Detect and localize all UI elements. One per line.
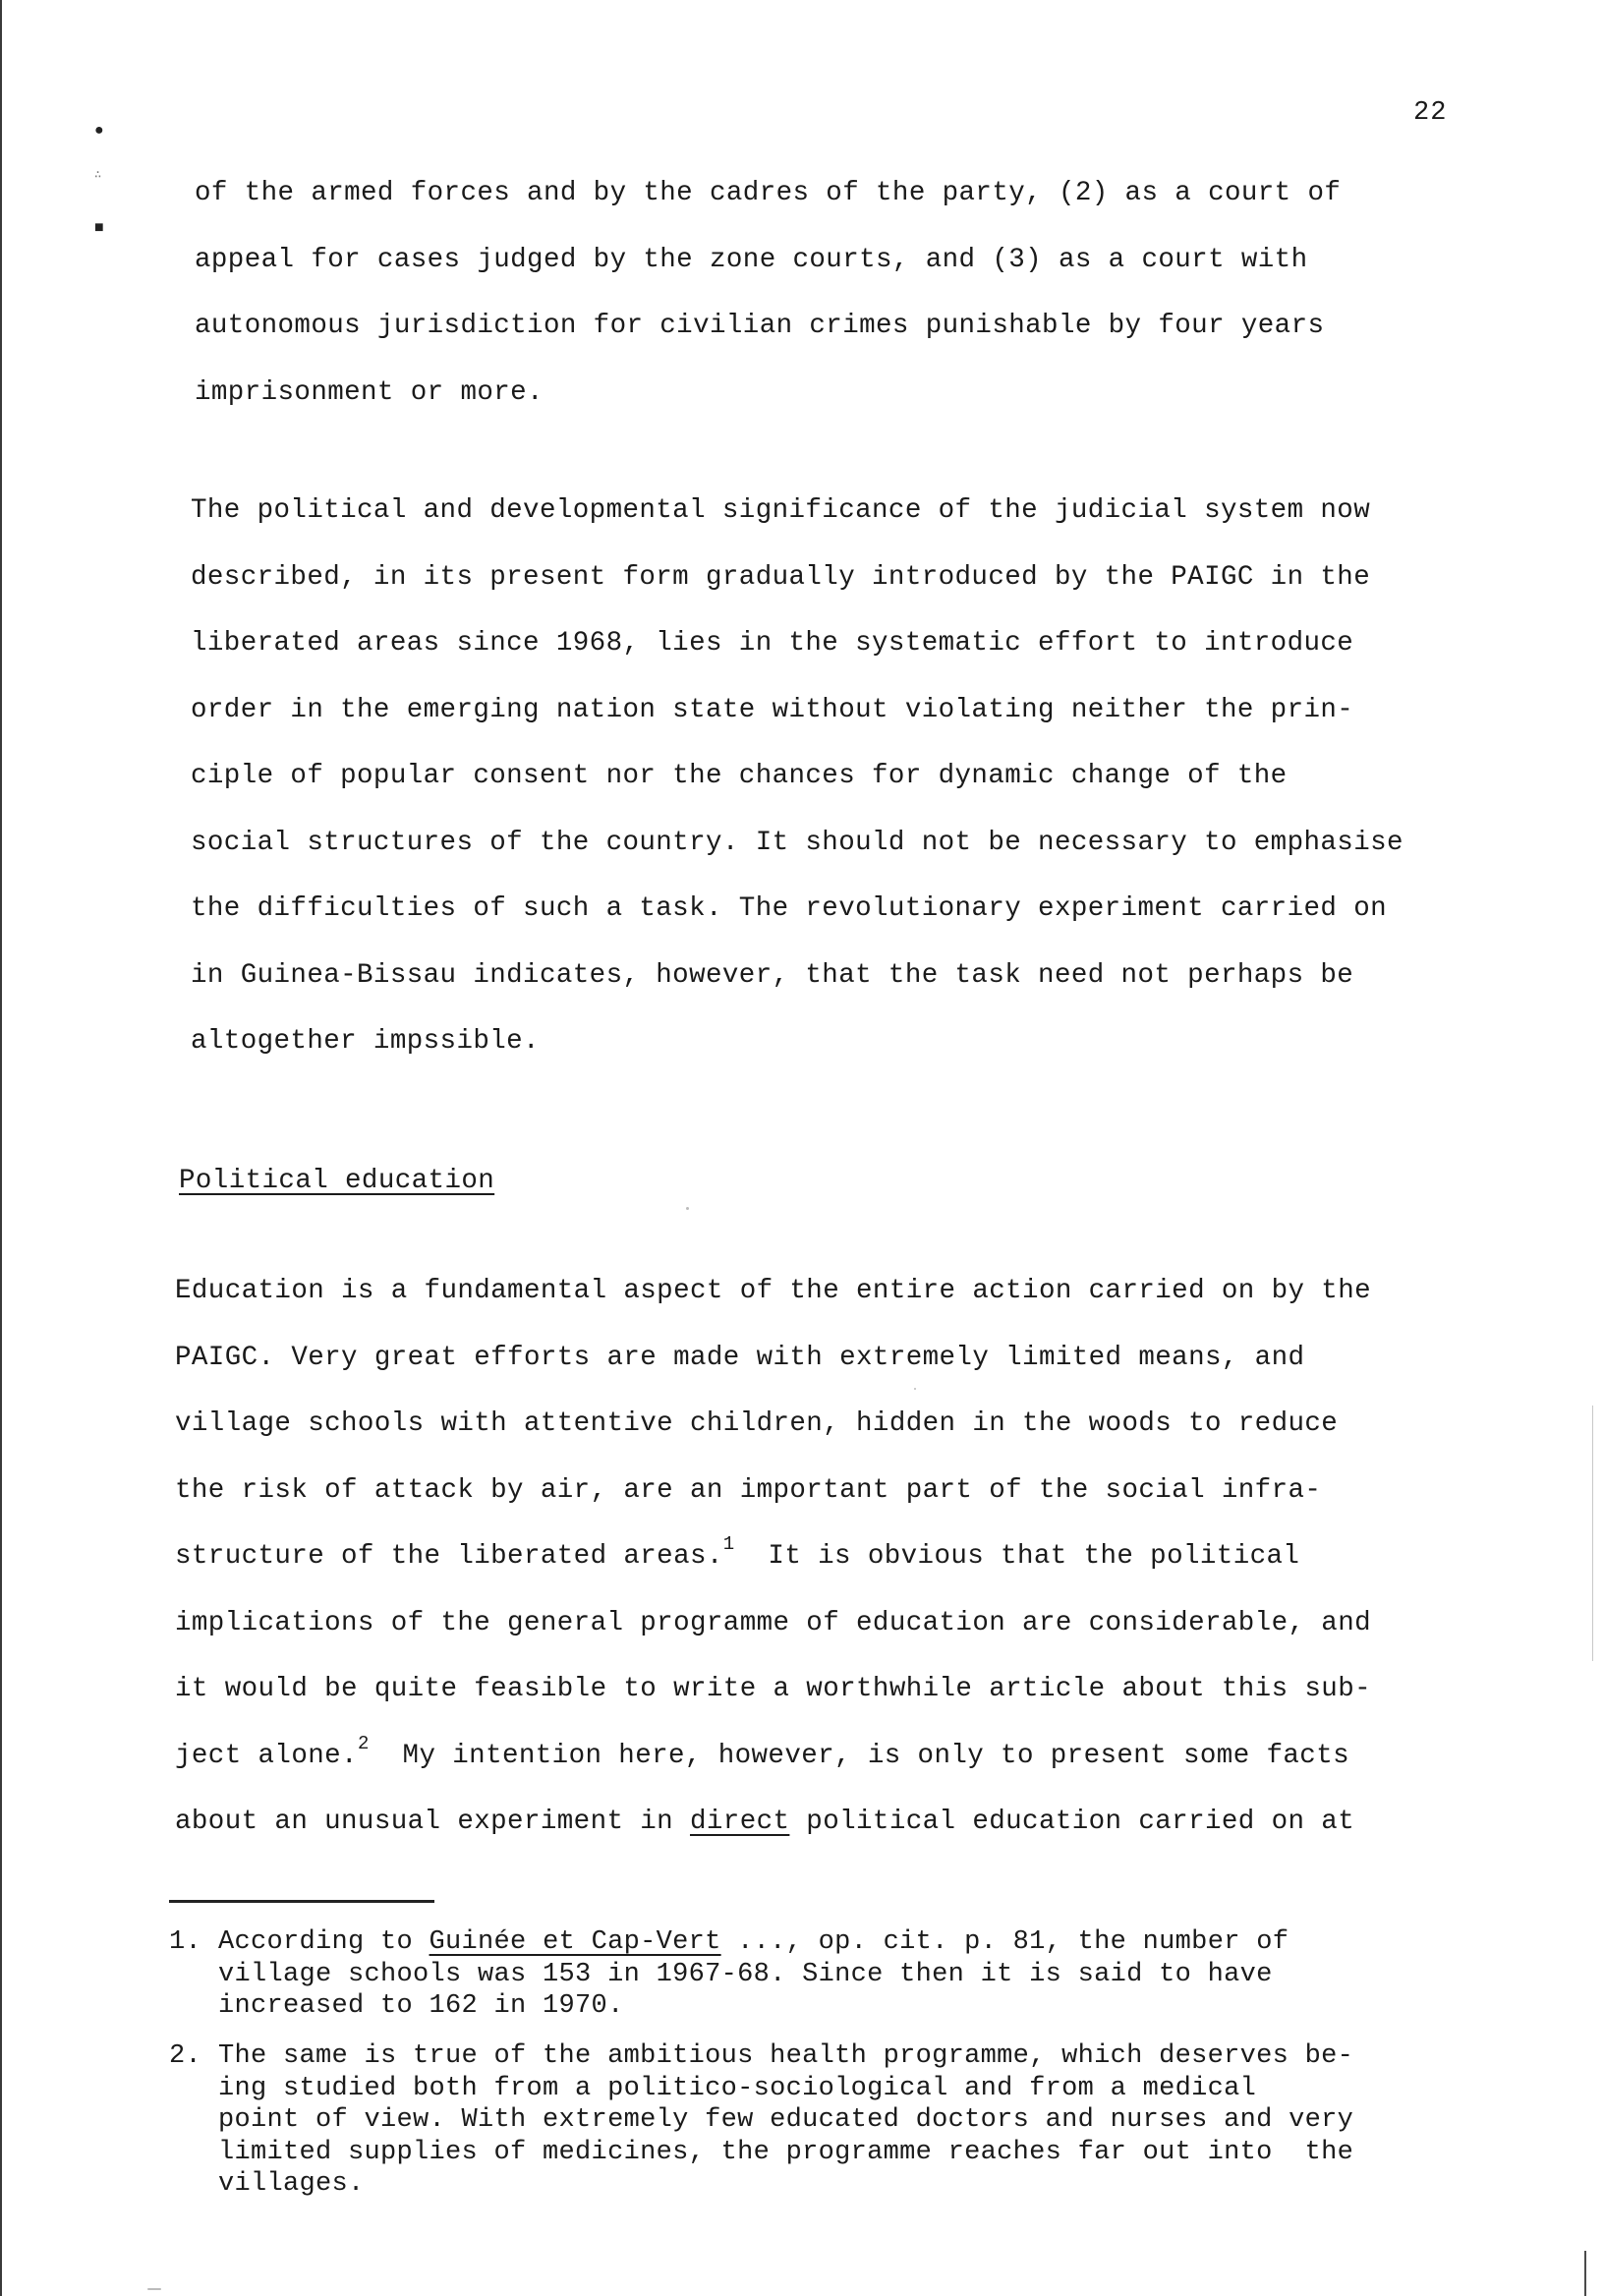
- page-left-edge: [0, 0, 2, 2296]
- footnote-reference[interactable]: 1: [722, 1533, 735, 1555]
- text-line: imprisonment or more.: [195, 376, 544, 408]
- text-segment: ..., op. cit. p. 81, the number of: [720, 1927, 1289, 1957]
- text-segment: ject alone.: [175, 1740, 358, 1771]
- emphasis-text: direct: [689, 1807, 790, 1837]
- text-line: ing studied both from a politico-sociological and from a medical: [218, 2073, 1257, 2103]
- footnote-reference[interactable]: 2: [357, 1732, 370, 1754]
- text-segment: political education carried on at: [789, 1807, 1355, 1837]
- text-line: increased to 162 in 1970.: [218, 1991, 624, 2021]
- scan-speck: [914, 1388, 916, 1390]
- paragraph-judicial-significance: [191, 478, 1404, 1075]
- page-right-edge-mark-lower: [1584, 2251, 1586, 2296]
- text-line: [175, 1523, 1371, 1590]
- margin-dot: ∴: [94, 168, 102, 182]
- footnote-number: 1.: [169, 1927, 202, 1957]
- text-segment: structure of the liberated areas.: [175, 1541, 723, 1572]
- paragraph-education: [175, 1258, 1371, 1856]
- scan-speck: [147, 2288, 161, 2290]
- text-line: the difficulties of such a task. The revolutionary experiment carried on: [191, 893, 1387, 924]
- text-line: ciple of popular consent nor the chances for dynamic change of the: [191, 761, 1288, 791]
- text-line: PAIGC. Very great efforts are made with extremely limited means, and: [175, 1342, 1305, 1373]
- text-line: [175, 1789, 1371, 1856]
- text-line: point of view. With extremely few educated doctors and nurses and very: [218, 2105, 1354, 2135]
- text-line: of the armed forces and by the cadres of the party, (2) as a court of: [195, 178, 1342, 208]
- cited-title: Guinée et Cap-Vert: [429, 1927, 721, 1957]
- text-line: the risk of attack by air, are an important part of the social infra-: [175, 1474, 1322, 1506]
- page-right-edge-mark: [1592, 1406, 1593, 1661]
- text-line: autonomous jurisdiction for civilian crimes punishable by four years: [195, 311, 1325, 341]
- text-line: implications of the general programme of education are considerable, and: [175, 1607, 1371, 1638]
- text-line: [175, 1723, 1371, 1790]
- text-segment: According to: [218, 1927, 430, 1957]
- text-line: The political and developmental significance of the judicial system now: [191, 495, 1371, 526]
- text-line: village schools was 153 in 1967-68. Since then it is said to have: [218, 1959, 1273, 1989]
- text-line: altogether impssible.: [191, 1026, 540, 1057]
- text-line: village schools with attentive children, hidden in the woods to reduce: [175, 1408, 1339, 1439]
- footnote-number: 2.: [169, 2041, 202, 2071]
- text-line: appeal for cases judged by the zone courts, and (3) as a court with: [195, 244, 1308, 275]
- text-line: villages.: [218, 2169, 365, 2199]
- margin-dot: ■: [94, 219, 104, 237]
- margin-dot: ●: [94, 122, 104, 140]
- footnote-body: [218, 1926, 1289, 2023]
- text-line: social structures of the country. It should not be necessary to emphasise: [191, 827, 1404, 858]
- text-line: limited supplies of medicines, the programme reaches far out into the: [218, 2137, 1354, 2167]
- text-line: order in the emerging nation state without violating neither the prin-: [191, 694, 1354, 725]
- text-line: it would be quite feasible to write a worthwhile article about this sub-: [175, 1674, 1371, 1704]
- paragraph-court-functions: [195, 160, 1341, 426]
- text-segment: about an unusual experiment in: [175, 1807, 690, 1837]
- text-line: Education is a fundamental aspect of the entire action carried on by the: [175, 1276, 1371, 1306]
- text-line: The same is true of the ambitious health programme, which deserves be-: [218, 2041, 1354, 2071]
- footnote-separator: [169, 1900, 434, 1903]
- scan-speck: [686, 1207, 689, 1210]
- text-line: liberated areas since 1968, lies in the systematic effort to introduce: [191, 628, 1354, 659]
- text-line: in Guinea-Bissau indicates, however, that the task need not perhaps be: [191, 959, 1354, 991]
- text-line: described, in its present form gradually introduced by the PAIGC in the: [191, 561, 1371, 593]
- text-line: [218, 1926, 1289, 1959]
- page-number: 22: [1413, 98, 1448, 128]
- text-segment: My intention here, however, is only to present some facts: [369, 1740, 1350, 1771]
- text-segment: It is obvious that the political: [734, 1541, 1300, 1572]
- section-heading: Political education: [179, 1166, 495, 1196]
- footnote-body: [218, 2040, 1353, 2201]
